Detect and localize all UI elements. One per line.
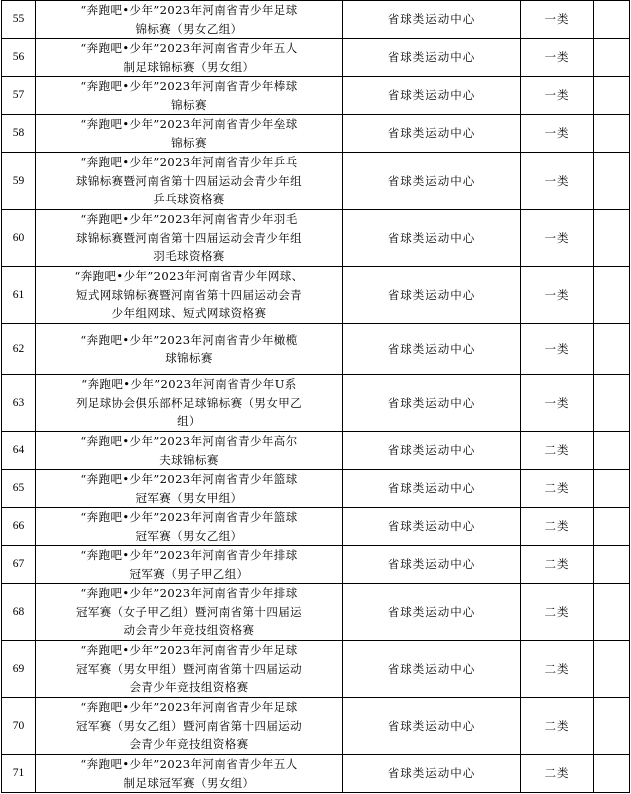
row-number: 64 [2,432,36,470]
event-name-line: 锦标赛（男女乙组） [135,21,243,36]
empty-cell [594,324,630,375]
event-name-line: 球锦标赛 [165,351,213,365]
event-name-line: 球锦标赛暨河南省第十四届运动会青少年组 [75,230,303,245]
event-name [36,153,343,210]
organizer: 省球类运动中心 [343,508,521,546]
row-number: 56 [2,39,36,77]
event-class: 一类 [521,153,594,210]
event-class: 一类 [521,77,594,115]
empty-cell [594,698,630,755]
event-name [36,375,343,432]
events-table-body [2,1,630,793]
event-name-line: 冠军赛（男女甲组） [135,490,243,505]
organizer: 省球类运动中心 [343,115,521,153]
empty-cell [594,210,630,267]
empty-cell [594,641,630,698]
organizer: 省球类运动中心 [343,755,521,793]
event-name [36,1,343,39]
event-class: 一类 [521,210,594,267]
row-number: 68 [2,584,36,641]
event-name-line: 锦标赛 [171,135,207,150]
organizer: 省球类运动中心 [343,267,521,324]
event-class: 二类 [521,641,594,698]
event-name-line: “奔跑吧•少年”2023年河南省青少年乒乓 [80,155,298,170]
organizer: 省球类运动中心 [343,1,521,39]
empty-cell [594,1,630,39]
row-number: 63 [2,375,36,432]
table-row [2,755,630,793]
event-name-line: “奔跑吧•少年”2023年河南省青少年网球、 [74,269,304,284]
empty-cell [594,546,630,584]
table-row [2,39,630,77]
event-class: 一类 [521,267,594,324]
event-name-line: 锦标赛 [171,97,207,112]
table-row [2,470,630,508]
row-number: 69 [2,641,36,698]
row-number: 55 [2,1,36,39]
row-number: 65 [2,470,36,508]
event-name-line: “奔跑吧•少年”2023年河南省青少年橄榄 [80,332,298,347]
table-row [2,375,630,432]
organizer: 省球类运动中心 [343,210,521,267]
table-row [2,432,630,470]
event-name-line: 制足球锦标赛（男女组） [123,59,255,74]
table-row [2,1,630,39]
event-name-line: “奔跑吧•少年”2023年河南省青少年五人 [80,41,298,55]
event-name-line: 列足球协会俱乐部杯足球锦标赛（男女甲乙 [75,395,303,410]
event-name [36,755,343,793]
event-name-line: 冠军赛（女子甲乙组）暨河南省第十四届运 [75,604,303,619]
event-name [36,115,343,153]
event-name-line: “奔跑吧•少年”2023年河南省青少年高尔 [80,434,298,448]
table-row [2,153,630,210]
row-number: 58 [2,115,36,153]
event-name-line: 冠军赛（男女甲组）暨河南省第十四届运动 [75,661,303,676]
event-name [36,508,343,546]
events-table [1,0,630,793]
event-class: 一类 [521,115,594,153]
event-name-line: “奔跑吧•少年”2023年河南省青少年排球 [80,586,298,601]
event-name [36,698,343,755]
event-class: 二类 [521,584,594,641]
row-number: 62 [2,324,36,375]
row-number: 60 [2,210,36,267]
table-row [2,77,630,115]
event-name-line: 制足球冠军赛（男女组） [123,775,255,790]
event-name-line: “奔跑吧•少年”2023年河南省青少年篮球 [80,472,298,486]
empty-cell [594,153,630,210]
empty-cell [594,584,630,641]
event-name-line: “奔跑吧•少年”2023年河南省青少年羽毛 [80,212,298,227]
table-row [2,115,630,153]
organizer: 省球类运动中心 [343,641,521,698]
event-class: 二类 [521,546,594,584]
event-name-line: “奔跑吧•少年”2023年河南省青少年垒球 [80,117,298,131]
event-name [36,641,343,698]
event-name-line: “奔跑吧•少年”2023年河南省青少年U系 [81,377,297,392]
event-name [36,584,343,641]
event-class: 二类 [521,470,594,508]
organizer: 省球类运动中心 [343,584,521,641]
event-name-line: “奔跑吧•少年”2023年河南省青少年足球 [80,700,298,715]
organizer: 省球类运动中心 [343,39,521,77]
organizer: 省球类运动中心 [343,77,521,115]
event-name-line: 冠军赛（男子甲乙组） [129,566,249,581]
table-row [2,324,630,375]
organizer: 省球类运动中心 [343,546,521,584]
organizer: 省球类运动中心 [343,375,521,432]
organizer: 省球类运动中心 [343,153,521,210]
table-row [2,546,630,584]
event-name-line: 冠军赛（男女乙组） [135,528,243,543]
empty-cell [594,115,630,153]
event-name-line: 夫球锦标赛 [159,452,219,467]
empty-cell [594,508,630,546]
event-class: 二类 [521,508,594,546]
event-name [36,470,343,508]
event-name-line: 球锦标赛暨河南省第十四届运动会青少年组 [75,173,303,188]
empty-cell [594,77,630,115]
organizer: 省球类运动中心 [343,698,521,755]
empty-cell [594,755,630,793]
event-name-line: “奔跑吧•少年”2023年河南省青少年篮球 [80,510,298,524]
table-row [2,641,630,698]
event-name [36,77,343,115]
event-name-line: 会青少年竞技组资格赛 [129,680,249,695]
event-name [36,39,343,77]
organizer: 省球类运动中心 [343,432,521,470]
event-class: 一类 [521,1,594,39]
event-name-line: “奔跑吧•少年”2023年河南省青少年五人 [80,757,298,771]
event-name-line: 少年组网球、短式网球资格赛 [111,306,267,321]
row-number: 66 [2,508,36,546]
organizer: 省球类运动中心 [343,470,521,508]
row-number: 70 [2,698,36,755]
table-row [2,210,630,267]
event-class: 二类 [521,432,594,470]
event-name [36,324,343,375]
row-number: 61 [2,267,36,324]
event-name-line: 会青少年竞技组资格赛 [129,737,249,752]
event-class: 一类 [521,375,594,432]
empty-cell [594,375,630,432]
event-class: 二类 [521,698,594,755]
event-name-line: 短式网球锦标赛暨河南省第十四届运动会青 [75,287,303,302]
event-name-line: “奔跑吧•少年”2023年河南省青少年棒球 [80,79,298,93]
event-class: 一类 [521,39,594,77]
event-name-line: “奔跑吧•少年”2023年河南省青少年排球 [80,548,298,562]
row-number: 71 [2,755,36,793]
table-row [2,584,630,641]
event-name-line: “奔跑吧•少年”2023年河南省青少年足球 [80,643,298,658]
row-number: 67 [2,546,36,584]
table-row [2,267,630,324]
empty-cell [594,470,630,508]
empty-cell [594,267,630,324]
event-name [36,432,343,470]
table-row [2,508,630,546]
event-name-line: 组） [177,414,201,429]
event-name-line: 动会青少年竞技组资格赛 [123,623,255,638]
event-name-line: 冠军赛（男女乙组）暨河南省第十四届运动 [75,718,303,733]
event-name-line: 乒乓球资格赛 [153,192,225,207]
event-name [36,546,343,584]
event-name-line: “奔跑吧•少年”2023年河南省青少年足球 [80,3,298,17]
table-row [2,698,630,755]
organizer: 省球类运动中心 [343,324,521,375]
empty-cell [594,39,630,77]
row-number: 59 [2,153,36,210]
row-number: 57 [2,77,36,115]
event-class: 二类 [521,755,594,793]
event-class: 一类 [521,324,594,375]
event-name [36,210,343,267]
event-name [36,267,343,324]
event-name-line: 羽毛球资格赛 [153,249,225,264]
empty-cell [594,432,630,470]
